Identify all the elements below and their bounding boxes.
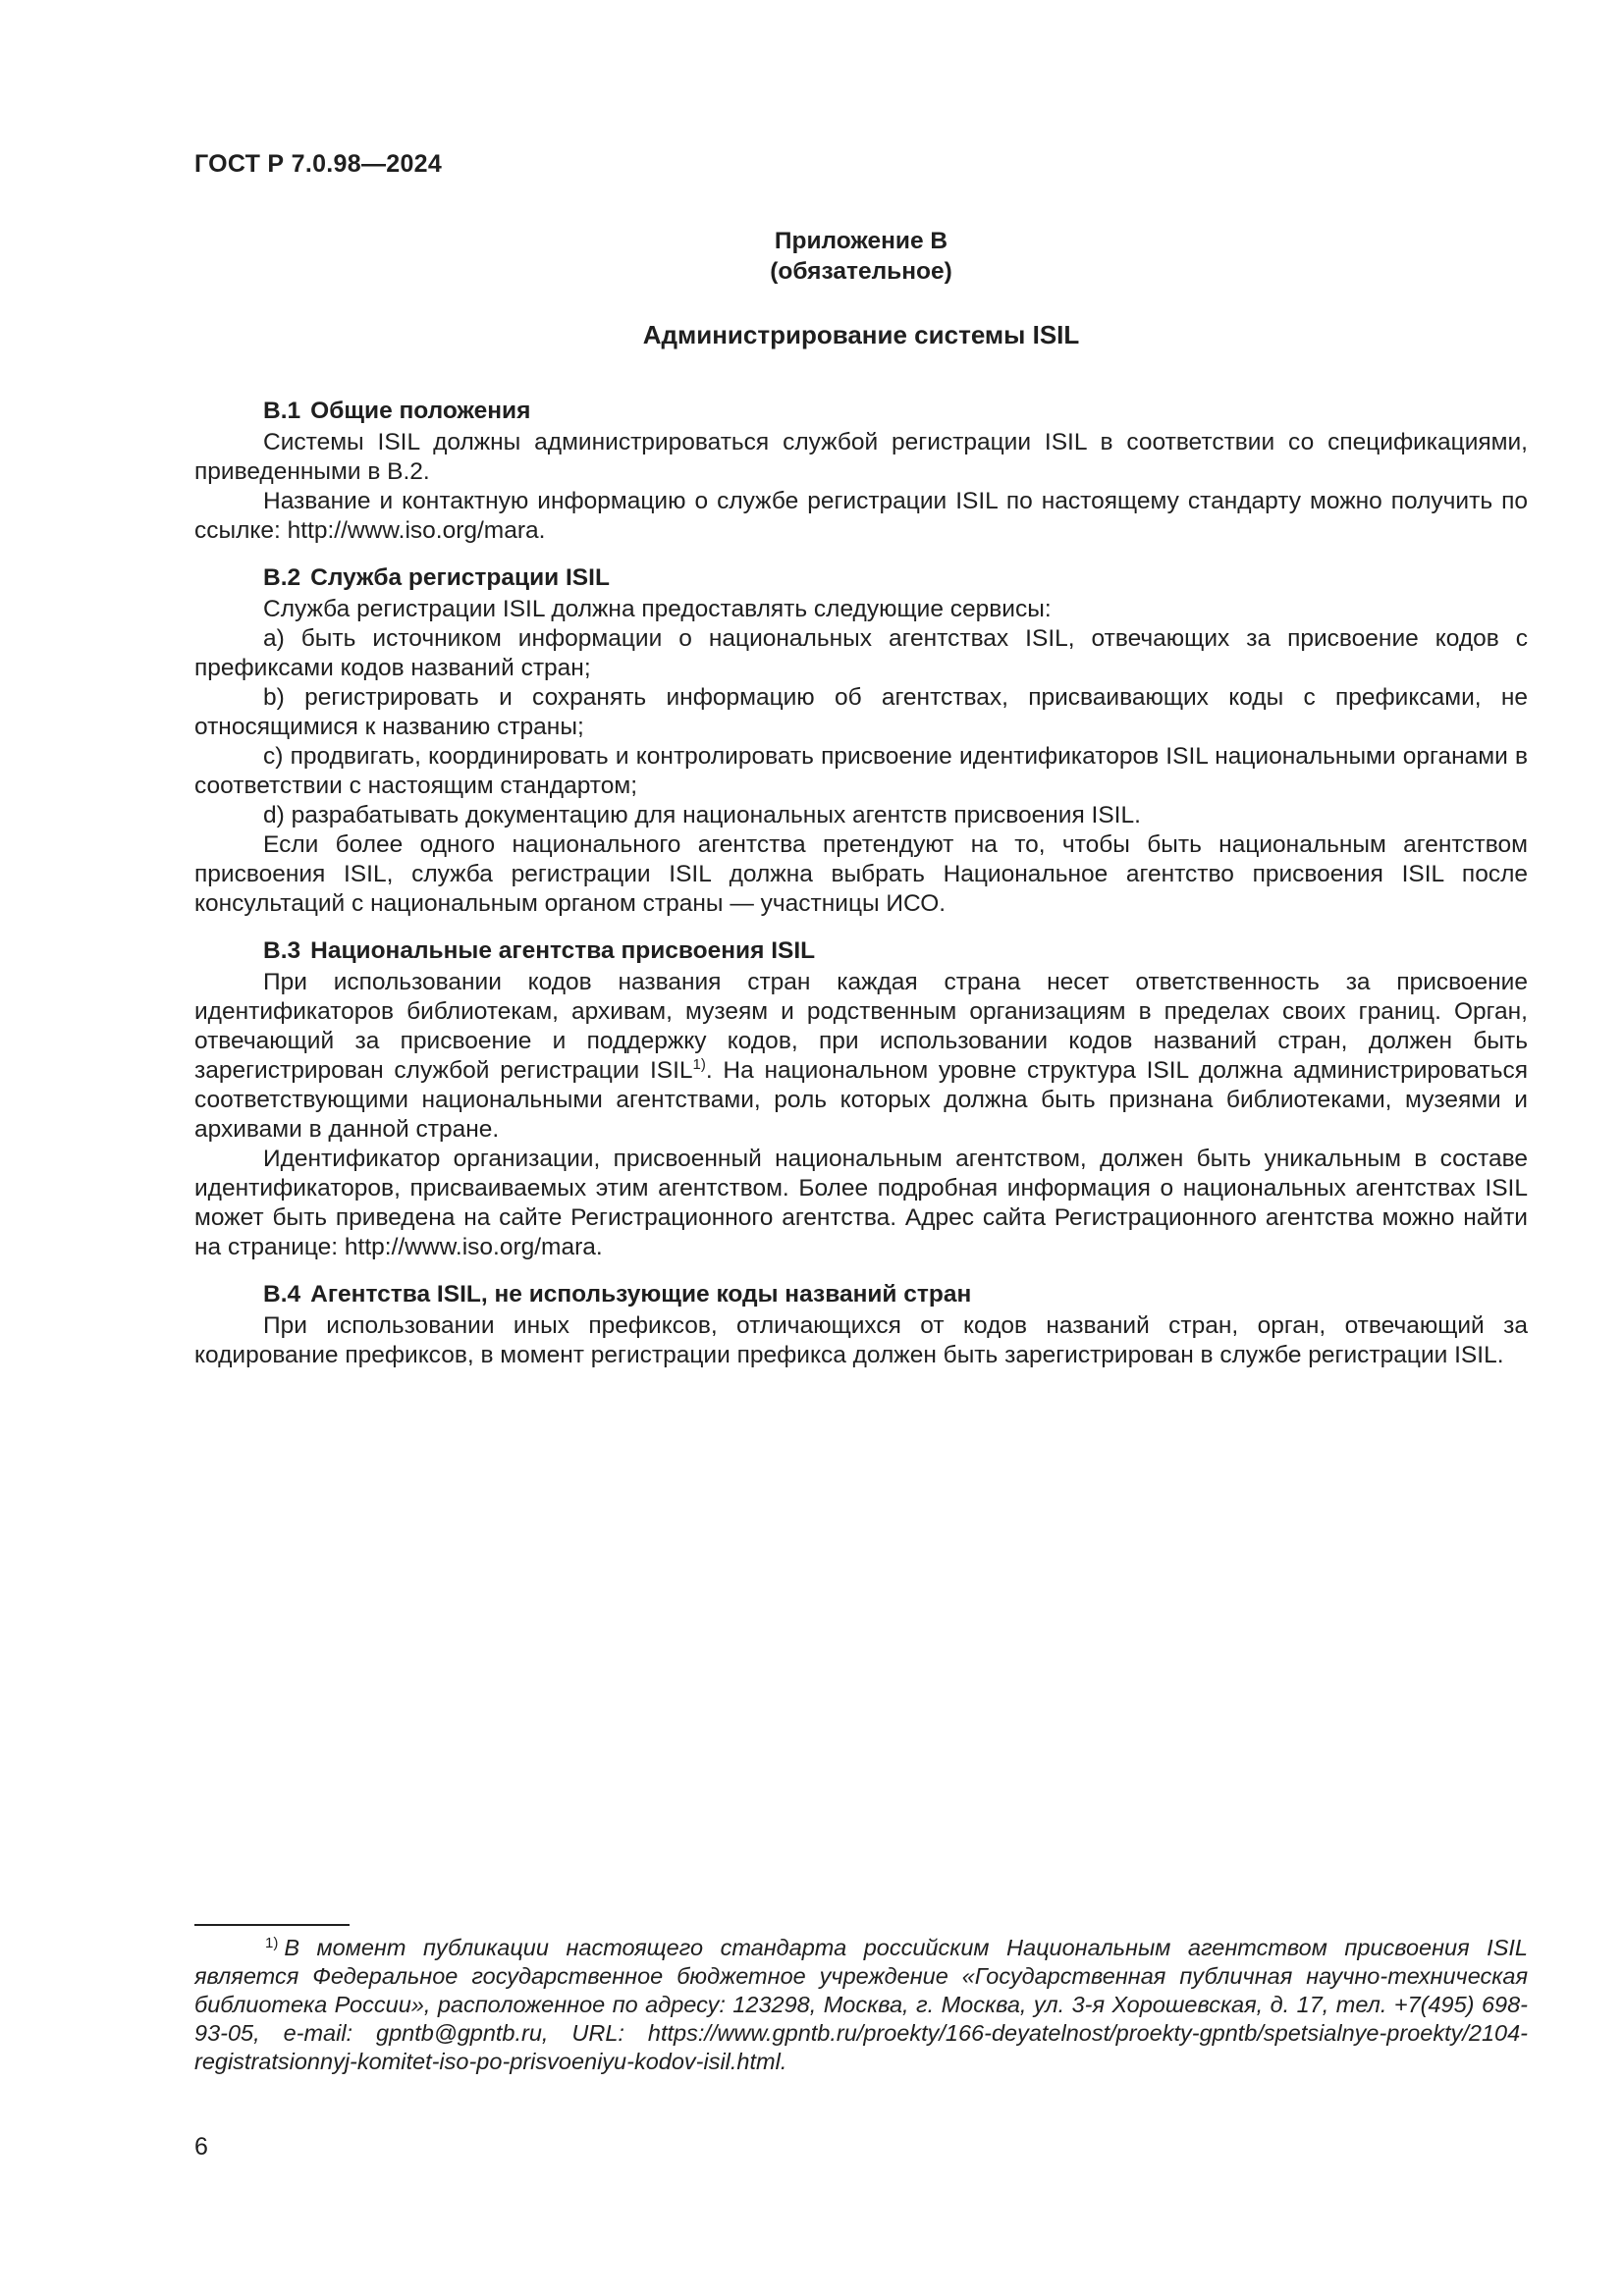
appendix-status: (обязательное): [770, 258, 952, 285]
document-body: [194, 397, 1528, 1370]
section-heading-b4: [194, 1280, 1528, 1309]
section-number: В.4: [263, 1281, 301, 1308]
section-number: В.1: [263, 398, 301, 424]
appendix-title: Администрирование системы ISIL: [642, 320, 1080, 349]
footnote-reference: 1): [692, 1055, 706, 1073]
footnote-mark: 1): [265, 1935, 279, 1951]
appendix-heading: [194, 226, 1528, 287]
paragraph: Если более одного национального агентства претендуют на то, чтобы быть национальным агентством присвоения ISIL, служба регистрации ISIL должна выбрать Национальное агентство присвоения ISIL после консультаций с национальным органом страны — участницы ИСО.: [194, 831, 1528, 917]
footnote: [194, 1934, 1528, 2076]
paragraph-text-continued: . На национальном уровне структура ISIL должна администрироваться соответствующими национальными агентствами, роль которых должна быть признана библиотеками, музеями и архивами в данной стране.: [194, 1057, 1528, 1143]
paragraph: Идентификатор организации, присвоенный национальным агентством, должен быть уникальным в составе идентификаторов, присваиваемых этим агентством. Более подробная информация о национальных агентствах ISIL может быть приведена на сайте Регистрационного агентства. Адрес сайта Регистрационного агентства можно найти на странице: http://www.iso.org/mara.: [194, 1146, 1528, 1260]
section-number: В.3: [263, 937, 301, 964]
appendix-label: Приложение В: [774, 228, 948, 254]
section-title: Общие положения: [310, 398, 531, 424]
footnote-divider: [194, 1924, 350, 1926]
section-heading-b1: [194, 397, 1528, 426]
standard-designation: ГОСТ Р 7.0.98—2024: [194, 150, 443, 178]
paragraph-with-footnote: [194, 968, 1528, 1145]
page-number: 6: [194, 2133, 208, 2161]
paragraph: Системы ISIL должны администрироваться службой регистрации ISIL в соответствии со спецификациями, приведенными в В.2.: [194, 429, 1528, 485]
list-item: а) быть источником информации о национальных агентствах ISIL, отвечающих за присвоение кодов с префиксами кодов названий стран;: [194, 625, 1528, 681]
section-heading-b2: [194, 563, 1528, 593]
paragraph-text: При использовании кодов названия стран каждая страна несет ответственность за присвоение идентификаторов библиотекам, архивам, музеям и родственным организациям в пределах своих границ. Орган, отвечающий за присвоение и поддержку кодов, при использовании кодов названий стран, должен быть зарегистрирован службой регистрации ISIL: [194, 969, 1528, 1084]
paragraph: При использовании иных префиксов, отличающихся от кодов названий стран, орган, отвечающий за кодирование префиксов, в момент регистрации префикса должен быть зарегистрирован в службе регистрации ISIL.: [194, 1312, 1528, 1368]
list-item: b) регистрировать и сохранять информацию об агентствах, присваивающих коды с префиксами, не относящимися к названию страны;: [194, 684, 1528, 740]
paragraph: Служба регистрации ISIL должна предоставлять следующие сервисы:: [263, 596, 1052, 622]
list-item: d) разрабатывать документацию для национальных агентств присвоения ISIL.: [263, 802, 1141, 828]
section-title: Национальные агентства присвоения ISIL: [310, 937, 816, 964]
section-title: Служба регистрации ISIL: [310, 564, 610, 591]
list-item: с) продвигать, координировать и контролировать присвоение идентификаторов ISIL национальными органами в соответствии с настоящим стандартом;: [194, 743, 1528, 799]
footnote-text: В момент публикации настоящего стандарта российским Национальным агентством присвоения ISIL является Федеральное государственное бюджетное учреждение «Государственная публичная научно-техническая библиотека России», расположенное по адресу: 123298, Москва, г. Москва, ул. 3-я Хорошевская, д. 17, тел. +7(495) 698-93-05, e-mail: gpntb@gpntb.ru, URL: https://www.gpntb.ru/proekty/166-deyatelnost/proekty-gpntb/spetsialnye-proekty/2104-registratsionnyj-komitet-iso-po-prisvoeniyu-kodov-isil.html.: [194, 1935, 1528, 2074]
paragraph: Название и контактную информацию о службе регистрации ISIL по настоящему стандарту можно получить по ссылке: http://www.iso.org/mara.: [194, 488, 1528, 544]
section-number: В.2: [263, 564, 301, 591]
section-heading-b3: [194, 936, 1528, 966]
section-title: Агентства ISIL, не использующие коды названий стран: [310, 1281, 972, 1308]
